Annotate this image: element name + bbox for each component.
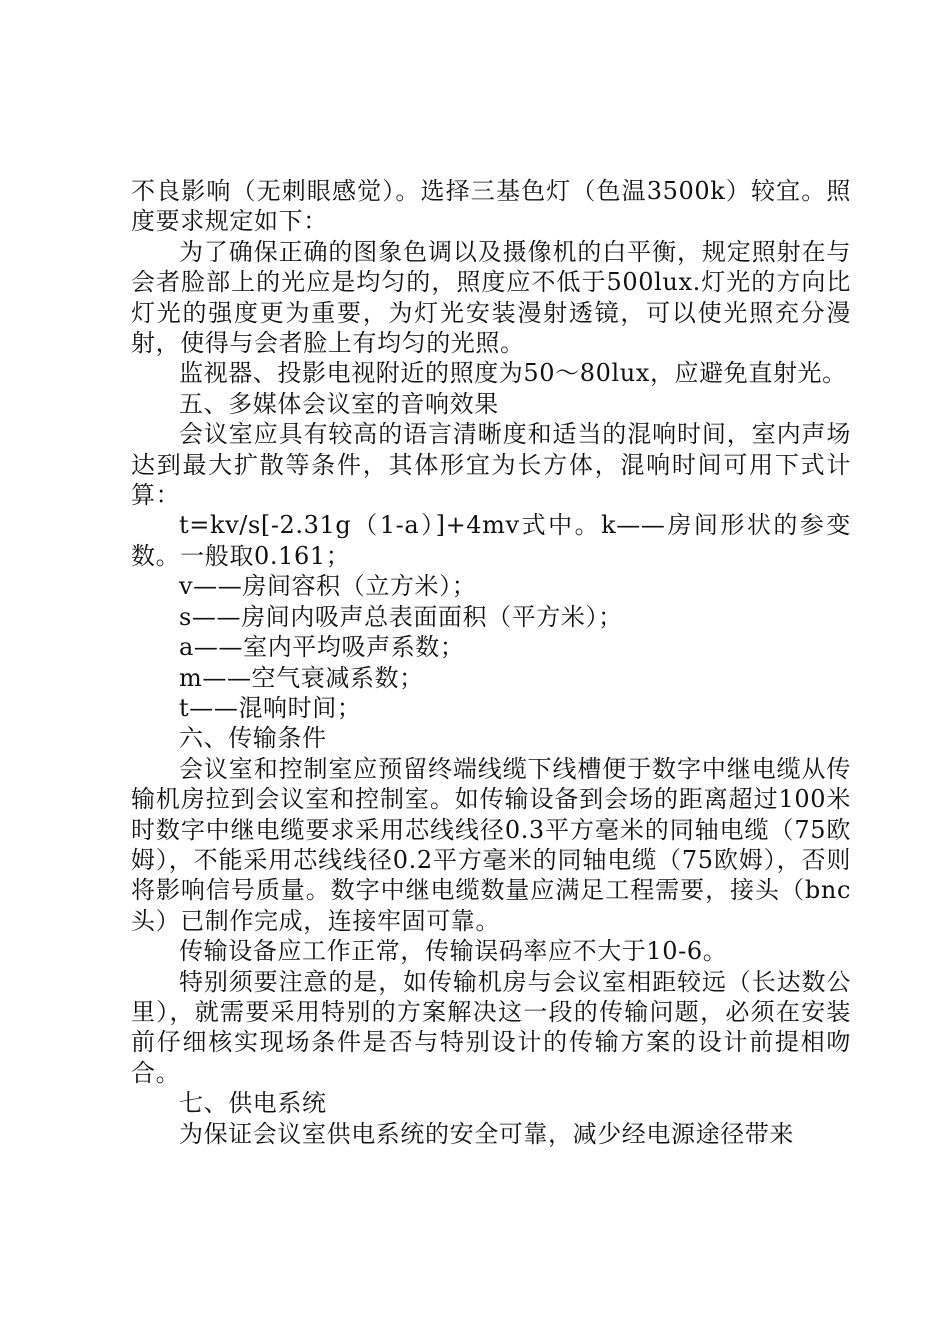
formula-variable-t: t——混响时间； [179, 693, 362, 722]
paragraph-transmission-distance-note: 特别须要注意的是，如传输机房与会议室相距较远（长达数公里），就需要采用特别的方案解决这一段的传输问题，必须在安装前仔细核实现场条件是否与特别设计的传输方案的设计前提相吻合。 [131, 967, 851, 1087]
paragraph-reverb-formula: t=kv/s[-2.31g（1-a）]+4mv式中。k——房间形状的参变数。一般取0.161； [131, 511, 851, 570]
paragraph-transmission-cabling: 会议室和控制室应预留终端线缆下线槽便于数字中继电缆从传输机房拉到会议室和控制室。如传输设备到会场的距离超过100米时数字中继电缆要求采用芯线线径0.3平方毫米的同轴电缆（75欧姆），不能采用芯线线径0.2平方毫米的同轴电缆（75欧姆），否则将影响信号质量。数字中继电缆数量应满足工程需要，接头（bnc头）已制作完成，连接牢固可靠。 [131, 754, 851, 935]
paragraph-monitor-illuminance: 监视器、投影电视附近的照度为50～80lux，应避免直射光。 [179, 359, 847, 388]
paragraph-lighting-intro: 不良影响（无刺眼感觉）。选择三基色灯（色温3500k）较宜。照度要求规定如下： [131, 177, 851, 236]
paragraph-power-supply: 为保证会议室供电系统的安全可靠，减少经电源途径带来 [179, 1119, 794, 1148]
document-body [131, 176, 851, 1149]
paragraph-lighting-requirements: 为了确保正确的图象色调以及摄像机的白平衡，规定照射在与会者脸部上的光应是均匀的，照度应不低于500lux.灯光的方向比灯光的强度更为重要，为灯光安装漫射透镜，可以使光照充分漫射，使得与会者脸上有均匀的光照。 [131, 237, 851, 358]
section-heading-acoustics: 五、多媒体会议室的音响效果 [179, 389, 499, 418]
section-heading-transmission: 六、传输条件 [179, 724, 327, 753]
formula-variable-a: a——室内平均吸声系数； [179, 633, 465, 662]
formula-variable-v: v——房间容积（立方米）； [179, 572, 477, 601]
paragraph-transmission-error-rate: 传输设备应工作正常，传输误码率应不大于10-6。 [179, 937, 728, 966]
paragraph-acoustics-requirements: 会议室应具有较高的语言清晰度和适当的混响时间，室内声场达到最大扩散等条件，其体形宜为长方体，混响时间可用下式计算： [131, 420, 851, 510]
formula-variable-s: s——房间内吸声总表面面积（平方米）； [179, 602, 623, 631]
section-heading-power-supply: 七、供电系统 [179, 1089, 327, 1118]
formula-variable-m: m——空气衰减系数； [179, 663, 424, 692]
